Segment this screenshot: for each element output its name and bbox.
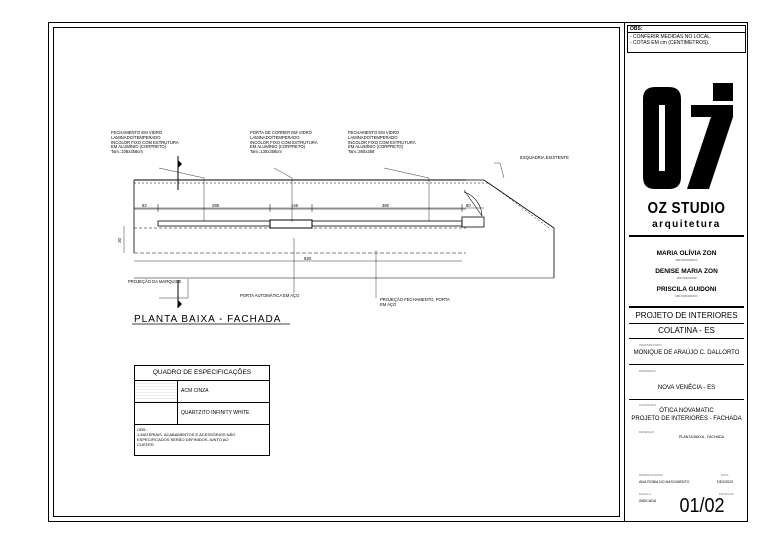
dimension-label: 146 <box>291 203 298 208</box>
annotation-projection: PROJEÇÃO FECHAMENTO, PORTA EM AÇO <box>380 297 450 307</box>
annotation-glass-panel-1: FECHAMENTO EM VIDRO LAMINADO/TEMPERADO INCOLOR FIXO COM ESTRUTURA EM ALUMÍNIO (CORPRETO) Tam.:108x258cm <box>111 130 179 155</box>
note-line: - CONFERIR MEDIDAS NO LOCAL. <box>630 34 712 40</box>
project-city: COLATINA - ES <box>658 326 715 335</box>
divider <box>629 235 744 237</box>
title-block <box>624 23 747 521</box>
date-label: DATA <box>721 473 729 477</box>
designer-id: ABD 0000000000 <box>676 277 697 280</box>
annotation-glass-panel-2: FECHAMENTO EM VIDRO LAMINADO/TEMPERADO INCOLOR FIXO COM ESTRUTURA EM ALUMÍNIO (CORPRETO) Tam.:360x258 <box>348 130 416 155</box>
date-value: DEZ/2020 <box>717 480 734 484</box>
specifications-table <box>134 365 270 456</box>
sheet-number: 01/02 <box>679 495 725 517</box>
client-label: PROPRIETÁRIO <box>639 343 662 347</box>
spec-material-label: ACM CINZA <box>181 388 209 394</box>
material-swatch <box>135 381 178 402</box>
divider <box>629 323 744 324</box>
dimension-label: 360 <box>382 203 389 208</box>
annotation-marquee: PROJEÇÃO DA MARQUISE <box>128 279 182 284</box>
client-name: MONIQUE DE ARAÚJO C. DALLORTO <box>633 350 740 356</box>
dimension-label: 30 <box>116 238 122 243</box>
scale-value: INDICADA <box>639 499 657 503</box>
divider <box>629 364 744 365</box>
dimension-label: 80 <box>466 203 471 208</box>
material-swatch <box>135 403 178 424</box>
address-label: ENDEREÇO <box>639 369 657 373</box>
designer-name: PRISCILA GUIDONI <box>656 286 717 293</box>
dimension-label: 288 <box>212 203 219 208</box>
spec-notes: OBS.: 1-MATERIAIS, ACABAMENTOS E ACESSÓRIOS NÃO ESPECIFICADOS SERÃO DEFINIDOS JUNTO AO CLIENTE. <box>137 427 236 447</box>
designer-id: ABD 0000000000 0 <box>675 259 698 262</box>
spec-table-title: QUADRO DE ESPECIFICAÇÕES <box>135 366 269 381</box>
spec-material-label: QUARTZITO INFINITY WHITE <box>181 410 250 416</box>
brand-subtitle: arquitetura <box>652 219 721 230</box>
annotation-sliding-door: PORTA DE CORRER EM VIDRO LAMINADO/TEMPERADO INCOLOR FIXO COM ESTRUTURA EM ALUMÍNIO (CORPRETO) Tam.:130x258cm <box>250 130 318 155</box>
sheet-label: PRANCHA <box>719 492 734 496</box>
dimension-label: 920 <box>304 256 311 261</box>
divider <box>629 338 744 339</box>
content-line-2: PROJETO DE INTERIORES - FACHADA <box>631 416 742 422</box>
annotation-steel-door: PORTA AUTOMÁTICA EM AÇO <box>240 293 300 298</box>
annotation-existing-frame: ESQUADRIA EXISTENTE <box>520 155 569 160</box>
notes-box <box>627 25 746 53</box>
table-row <box>135 381 269 403</box>
drawing-area <box>53 27 620 517</box>
designer-id: ABD 0000000000 0 <box>675 295 698 298</box>
plan-title: PLANTA BAIXA - FACHADA <box>134 314 282 325</box>
note-line: - COTAS EM cm (CENTIMETROS). <box>630 40 710 46</box>
designer-author: ANA ROBIA DO NASCIMENTO <box>639 480 690 484</box>
table-row <box>135 403 269 425</box>
design-label: DESENHO/ARTE <box>639 473 663 477</box>
scale-label: ESCALA <box>639 492 651 496</box>
drawing-label: DESENHO <box>639 430 654 434</box>
drawing-sheet <box>48 22 748 522</box>
designer-name: MARIA OLÍVIA ZON <box>656 250 717 257</box>
drawing-name: PLANTA BAIXA - FACHADA <box>679 435 725 439</box>
designer-name: DENISE MARIA ZON <box>655 268 718 275</box>
divider <box>629 306 744 308</box>
notes-title: OBS: <box>628 26 745 33</box>
divider <box>629 399 744 400</box>
oz-studio-logo <box>637 83 737 193</box>
brand-name: OZ STUDIO <box>647 200 726 217</box>
dimension-label: 92 <box>142 203 147 208</box>
content-label: CONTEÚDO <box>639 403 657 407</box>
address: NOVA VENÉCIA - ES <box>657 385 716 391</box>
content-line-1: ÓTICA NOVAMATIC <box>659 408 714 414</box>
project-title: PROJETO DE INTERIORES <box>635 311 738 320</box>
